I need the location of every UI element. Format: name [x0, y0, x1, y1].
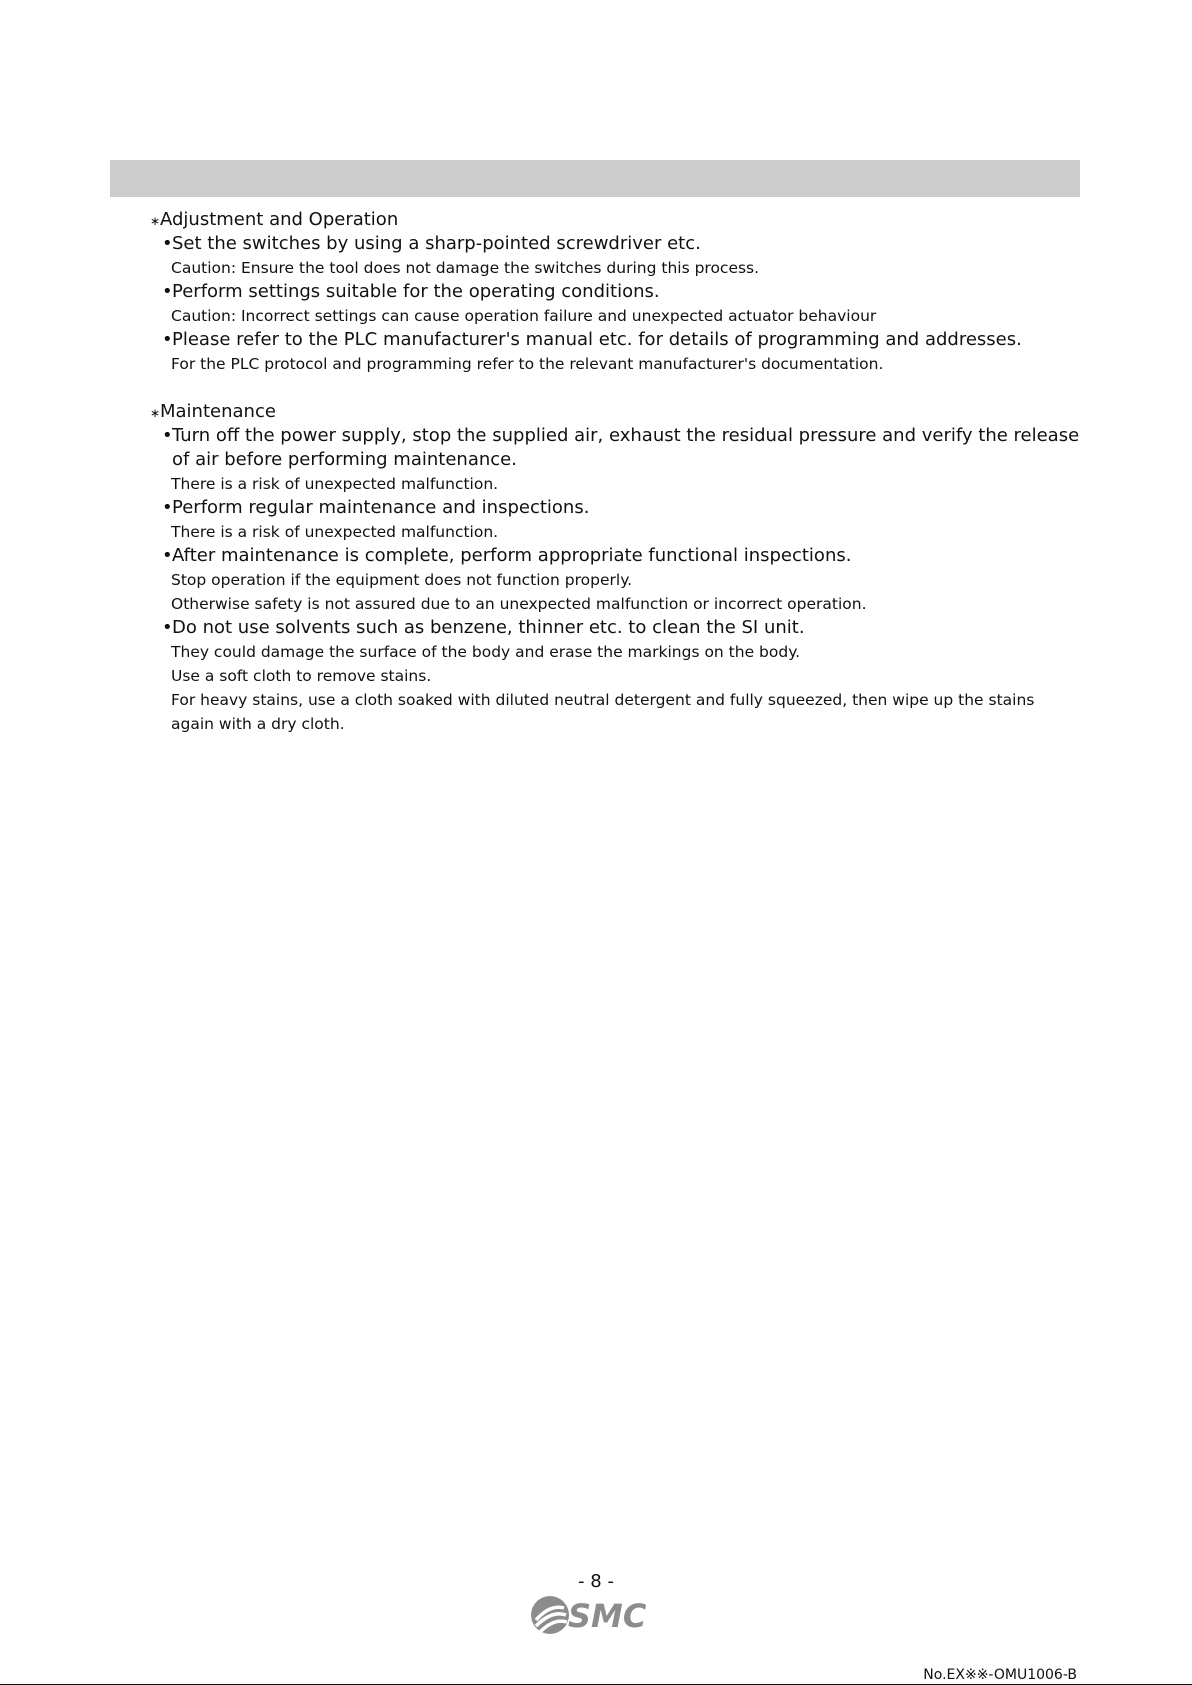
list-item: •After maintenance is complete, perform appropriate functional inspections.: [162, 545, 852, 566]
asterisk-icon: ∗: [150, 406, 161, 420]
section-header-bar: [110, 160, 1080, 197]
caution-note: Caution: Incorrect settings can cause operation failure and unexpected actuator behaviour: [171, 307, 877, 325]
bullet-icon: •: [162, 545, 173, 566]
page-content: [150, 208, 1090, 736]
note: There is a risk of unexpected malfunction.: [171, 475, 499, 493]
asterisk-icon: ∗: [150, 214, 161, 228]
section-heading-adjustment: ∗Adjustment and Operation: [150, 208, 1090, 232]
list-item: •Turn off the power supply, stop the supplied air, exhaust the residual pressure and verify the release of air before performing maintenance.: [162, 425, 1080, 470]
section-heading-maintenance: ∗Maintenance: [150, 400, 1090, 424]
bullet-icon: •: [162, 425, 173, 446]
bullet-icon: •: [162, 329, 173, 350]
smc-logo-mark: [531, 1596, 569, 1634]
note: There is a risk of unexpected malfunction.: [171, 523, 499, 541]
bullet-icon: •: [162, 497, 173, 518]
note: Use a soft cloth to remove stains.: [171, 667, 432, 685]
document-number: No.EX※※-OMU1006-B: [923, 1667, 1077, 1683]
note: Otherwise safety is not assured due to an unexpected malfunction or incorrect operation.: [171, 595, 867, 613]
smc-logo: [530, 1594, 660, 1636]
list-item: •Do not use solvents such as benzene, thinner etc. to clean the SI unit.: [162, 617, 805, 638]
list-item: •Perform settings suitable for the operating conditions.: [162, 281, 660, 302]
note: Stop operation if the equipment does not function properly.: [171, 571, 633, 589]
bullet-icon: •: [162, 233, 173, 254]
note: For heavy stains, use a cloth soaked with diluted neutral detergent and fully squeezed, then wipe up the stains again with a dry cloth.: [171, 691, 1035, 733]
note: They could damage the surface of the body and erase the markings on the body.: [171, 643, 801, 661]
note: For the PLC protocol and programming refer to the relevant manufacturer's documentation.: [171, 355, 884, 373]
caution-note: Caution: Ensure the tool does not damage the switches during this process.: [171, 259, 760, 277]
bullet-icon: •: [162, 281, 173, 302]
list-item: •Please refer to the PLC manufacturer's manual etc. for details of programming and addresses.: [162, 329, 1022, 350]
list-item: •Set the switches by using a sharp-pointed screwdriver etc.: [162, 233, 701, 254]
bullet-icon: •: [162, 617, 173, 638]
list-item: •Perform regular maintenance and inspections.: [162, 497, 590, 518]
smc-logo-text: SMC: [568, 1597, 647, 1635]
page-number: - 8 -: [578, 1571, 614, 1592]
